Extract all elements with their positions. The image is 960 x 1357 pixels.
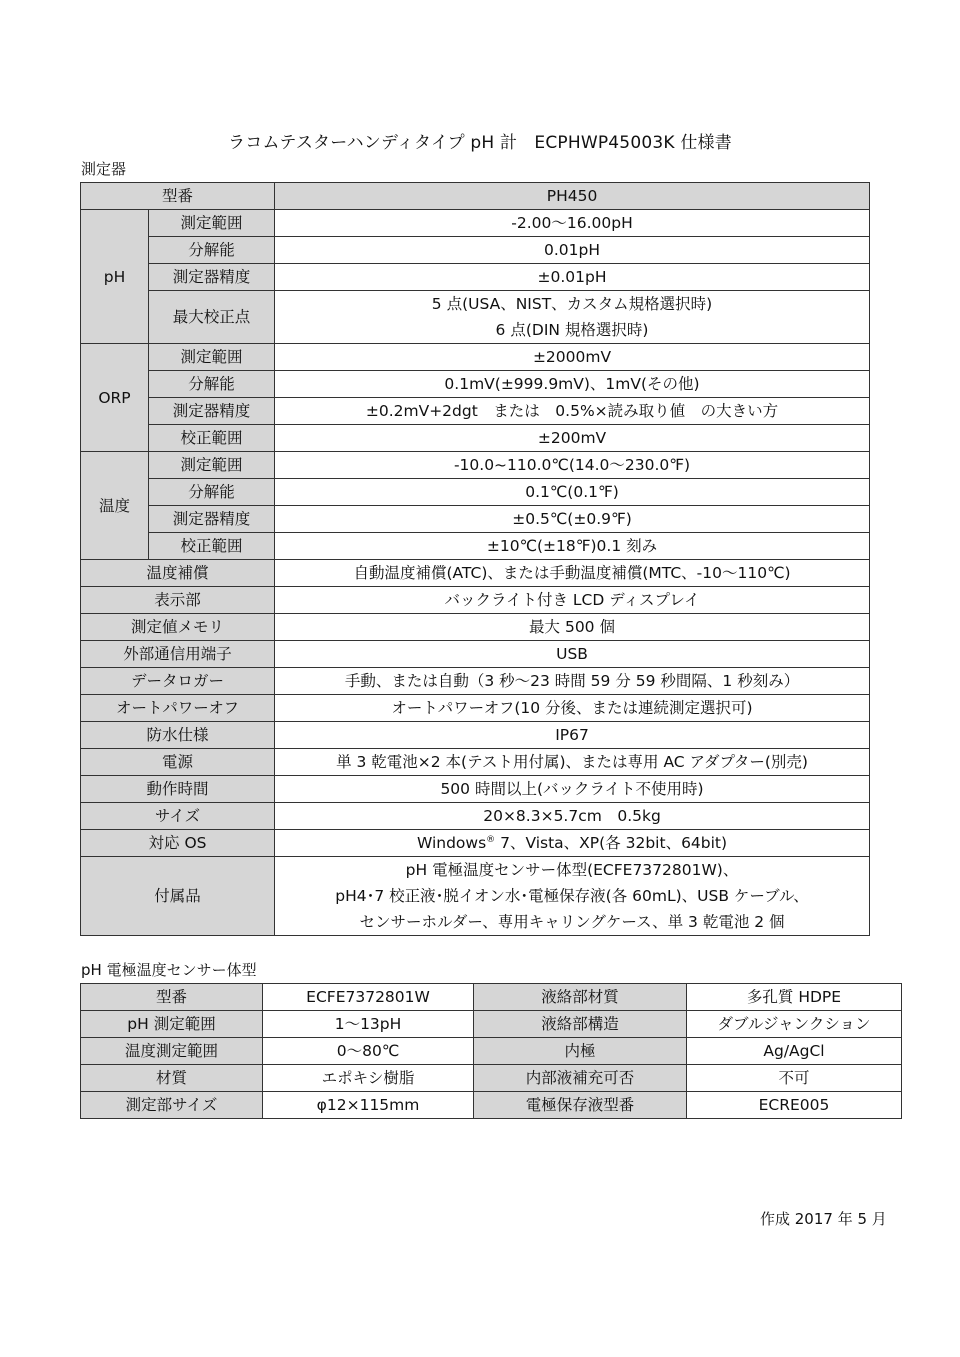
- accessories-line1: pH 電極温度センサー体型(ECFE7372801W)、: [405, 861, 739, 879]
- table-row: [81, 237, 870, 264]
- table-row: [81, 749, 870, 776]
- electrode-value: ECFE7372801W: [263, 984, 474, 1011]
- ph-resolution-label: 分解能: [149, 237, 275, 264]
- temp-accuracy-value: ±0.5℃(±0.9℉): [275, 506, 870, 533]
- row-value: 単 3 乾電池×2 本(テスト用付属)、または専用 AC アダプター(別売): [275, 749, 870, 776]
- ph-accuracy-label: 測定器精度: [149, 264, 275, 291]
- row-label: 外部通信用端子: [81, 641, 275, 668]
- row-value: バックライト付き LCD ディスプレイ: [275, 587, 870, 614]
- row-value: IP67: [275, 722, 870, 749]
- electrode-value: エポキシ樹脂: [263, 1065, 474, 1092]
- temp-accuracy-label: 測定器精度: [149, 506, 275, 533]
- row-value: 自動温度補償(ATC)、または手動温度補償(MTC、-10～110℃): [275, 560, 870, 587]
- ph-accuracy-value: ±0.01pH: [275, 264, 870, 291]
- electrode-value: 0～80℃: [263, 1038, 474, 1065]
- table-row: [81, 506, 870, 533]
- os-windows: Windows: [416, 834, 487, 852]
- section-label-electrode: pH 電極温度センサー体型: [81, 961, 257, 979]
- table-row: [81, 1092, 902, 1119]
- row-label: サイズ: [81, 803, 275, 830]
- electrode-label: 温度測定範囲: [81, 1038, 263, 1065]
- table-row: [81, 695, 870, 722]
- row-label: データロガー: [81, 668, 275, 695]
- table-row: [81, 668, 870, 695]
- temp-resolution-value: 0.1℃(0.1℉): [275, 479, 870, 506]
- table-row: [81, 210, 870, 237]
- electrode-table: [80, 983, 902, 1119]
- table-row: [81, 722, 870, 749]
- electrode-label: 型番: [81, 984, 263, 1011]
- row-value: オートパワーオフ(10 分後、または連続測定選択可): [275, 695, 870, 722]
- table-row: [81, 641, 870, 668]
- temp-group-label: 温度: [81, 452, 149, 560]
- registered-mark: ®: [486, 834, 496, 845]
- temp-calib-value: ±10℃(±18℉)0.1 刻み: [275, 533, 870, 560]
- orp-resolution-label: 分解能: [149, 371, 275, 398]
- temp-range-value: -10.0~110.0℃(14.0～230.0℉): [275, 452, 870, 479]
- table-row: [81, 344, 870, 371]
- table-row: [81, 803, 870, 830]
- orp-resolution-value: 0.1mV(±999.9mV)、1mV(その他): [275, 371, 870, 398]
- table-row: [81, 857, 870, 936]
- table-row: [81, 1038, 902, 1065]
- table-row: [81, 984, 902, 1011]
- row-label: 動作時間: [81, 776, 275, 803]
- table-row: [81, 264, 870, 291]
- document-title: ラコムテスターハンディタイプ pH 計 ECPHWP45003K 仕様書: [228, 133, 732, 153]
- table-row: [81, 776, 870, 803]
- ph-group-label: pH: [81, 210, 149, 344]
- row-label: 表示部: [81, 587, 275, 614]
- row-value: USB: [275, 641, 870, 668]
- electrode-label: 内極: [474, 1038, 687, 1065]
- spec-table: [80, 182, 870, 936]
- electrode-label: 内部液補充可否: [474, 1065, 687, 1092]
- ph-calib-label: 最大校正点: [149, 291, 275, 344]
- orp-accuracy-value: ±0.2mV+2dgt または 0.5%×読み取り値 の大きい方: [275, 398, 870, 425]
- table-row: [81, 533, 870, 560]
- table-row: [81, 587, 870, 614]
- electrode-value: φ12×115mm: [263, 1092, 474, 1119]
- row-label: オートパワーオフ: [81, 695, 275, 722]
- temp-resolution-label: 分解能: [149, 479, 275, 506]
- ph-calib-line1: 5 点(USA、NIST、カスタム規格選択時): [431, 295, 713, 313]
- model-label: 型番: [81, 183, 275, 210]
- footer-date: 作成 2017 年 5 月: [760, 1210, 887, 1228]
- orp-accuracy-label: 測定器精度: [149, 398, 275, 425]
- table-row: [81, 291, 870, 344]
- table-row: [81, 560, 870, 587]
- electrode-label: 材質: [81, 1065, 263, 1092]
- orp-group-label: ORP: [81, 344, 149, 452]
- row-label: 電源: [81, 749, 275, 776]
- row-value: 最大 500 個: [275, 614, 870, 641]
- model-value: PH450: [275, 183, 870, 210]
- electrode-label: 液絡部材質: [474, 984, 687, 1011]
- table-row: [81, 479, 870, 506]
- electrode-label: 電極保存液型番: [474, 1092, 687, 1119]
- electrode-value: 1～13pH: [263, 1011, 474, 1038]
- ph-calib-line2: 6 点(DIN 規格選択時): [495, 321, 649, 339]
- table-row: [81, 1065, 902, 1092]
- table-row: [81, 371, 870, 398]
- table-row: [81, 614, 870, 641]
- accessories-line3: センサーホルダー、専用キャリングケース、単 3 乾電池 2 個: [359, 913, 785, 931]
- os-versions: 7、Vista、XP(各 32bit、64bit): [495, 834, 728, 852]
- ph-resolution-value: 0.01pH: [275, 237, 870, 264]
- row-label: 防水仕様: [81, 722, 275, 749]
- section-label-instrument: 測定器: [81, 160, 127, 178]
- orp-calib-label: 校正範囲: [149, 425, 275, 452]
- electrode-value: Ag/AgCl: [687, 1038, 902, 1065]
- row-value: 20×8.3×5.7cm 0.5kg: [275, 803, 870, 830]
- ph-calib-value: [275, 291, 870, 344]
- electrode-label: 液絡部構造: [474, 1011, 687, 1038]
- row-value: 500 時間以上(バックライト不使用時): [275, 776, 870, 803]
- table-row: [81, 425, 870, 452]
- table-row: [81, 830, 870, 857]
- table-row: [81, 1011, 902, 1038]
- ph-range-value: -2.00～16.00pH: [275, 210, 870, 237]
- electrode-value: ECRE005: [687, 1092, 902, 1119]
- temp-range-label: 測定範囲: [149, 452, 275, 479]
- orp-range-value: ±2000mV: [275, 344, 870, 371]
- row-label: 温度補償: [81, 560, 275, 587]
- accessories-line2: pH4･7 校正液･脱イオン水･電極保存液(各 60mL)、USB ケーブル、: [335, 887, 809, 905]
- table-row: [81, 183, 870, 210]
- os-value: [275, 830, 870, 857]
- accessories-label: 付属品: [81, 857, 275, 936]
- electrode-value: 多孔質 HDPE: [687, 984, 902, 1011]
- electrode-label: pH 測定範囲: [81, 1011, 263, 1038]
- row-label: 測定値メモリ: [81, 614, 275, 641]
- orp-range-label: 測定範囲: [149, 344, 275, 371]
- electrode-value: 不可: [687, 1065, 902, 1092]
- orp-calib-value: ±200mV: [275, 425, 870, 452]
- temp-calib-label: 校正範囲: [149, 533, 275, 560]
- ph-range-label: 測定範囲: [149, 210, 275, 237]
- accessories-value: [275, 857, 870, 936]
- electrode-value: ダブルジャンクション: [687, 1011, 902, 1038]
- table-row: [81, 452, 870, 479]
- row-value: 手動、または自動（3 秒～23 時間 59 分 59 秒間隔、1 秒刻み）: [275, 668, 870, 695]
- os-label: 対応 OS: [81, 830, 275, 857]
- table-row: [81, 398, 870, 425]
- electrode-label: 測定部サイズ: [81, 1092, 263, 1119]
